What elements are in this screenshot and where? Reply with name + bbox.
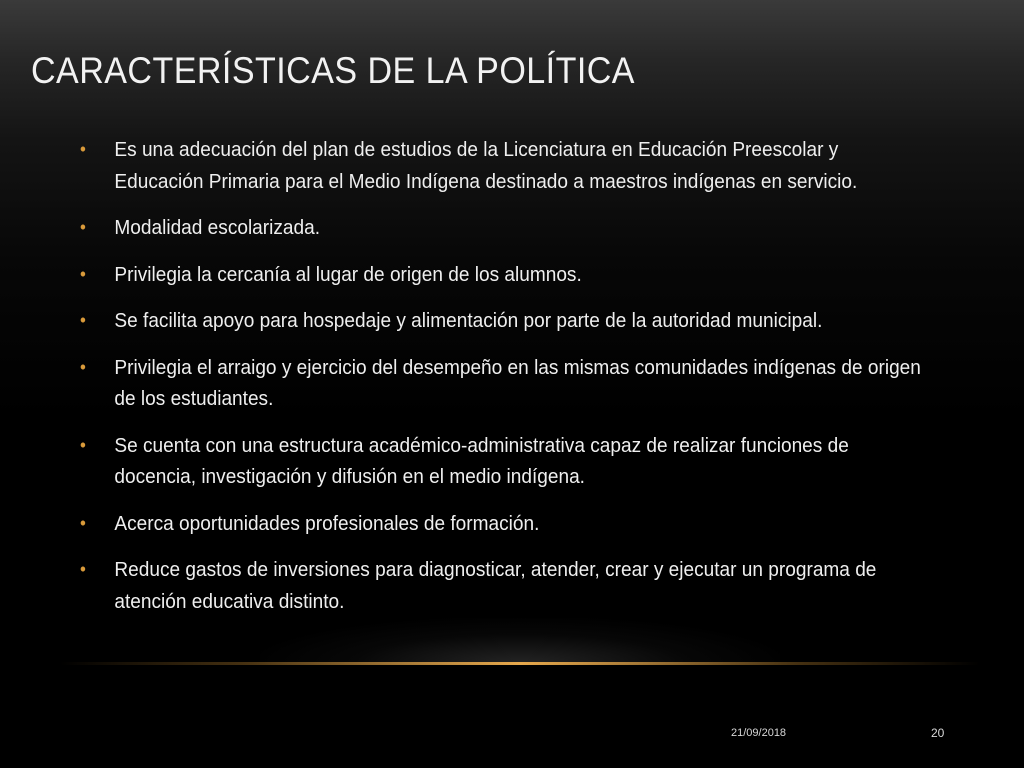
bullet-item	[80, 430, 922, 493]
bullet-list	[80, 134, 985, 632]
bullet-text: Es una adecuación del plan de estudios de la Licenciatura en Educación Preescolar y Educación Primaria para el Medio Indígena destinado a maestros indígenas en servicio.	[114, 138, 858, 193]
footer-divider-glow	[60, 662, 980, 665]
bullet-item	[80, 212, 922, 244]
slide-title: CARACTERÍSTICAS DE LA POLÍTICA	[31, 50, 635, 91]
bullet-text: Acerca oportunidades profesionales de formación.	[114, 511, 540, 535]
bullet-text: Privilegia el arraigo y ejercicio del desempeño en las mismas comunidades indígenas de origen de los estudiantes.	[114, 355, 921, 410]
bullet-dot-icon: •	[80, 263, 86, 284]
slide-number: 20	[931, 726, 945, 740]
bullet-text: Se cuenta con una estructura académico-administrativa capaz de realizar funciones de docencia, investigación y difusión en el medio indígena.	[114, 433, 849, 488]
footer-date: 21/09/2018	[731, 727, 787, 739]
bullet-item	[80, 305, 922, 337]
bullet-dot-icon: •	[80, 559, 86, 579]
bullet-text: Privilegia la cercanía al lugar de origen de los alumnos.	[114, 262, 582, 286]
bullet-dot-icon: •	[80, 139, 86, 159]
bullet-item	[80, 134, 922, 197]
bullet-item	[80, 554, 922, 617]
bullet-text: Se facilita apoyo para hospedaje y alimentación por parte de la autoridad municipal.	[114, 309, 823, 332]
bullet-dot-icon: •	[80, 356, 86, 377]
footer-glow-haze	[260, 618, 780, 664]
bullet-dot-icon: •	[80, 310, 86, 330]
bullet-item	[80, 352, 922, 415]
bullet-text: Reduce gastos de inversiones para diagnosticar, atender, crear y ejecutar un programa de atención educativa distinto.	[114, 558, 877, 613]
bullet-dot-icon: •	[80, 434, 86, 455]
bullet-dot-icon: •	[80, 217, 86, 237]
bullet-dot-icon: •	[80, 512, 86, 533]
bullet-item	[80, 259, 922, 291]
bullet-item	[80, 508, 922, 540]
bullet-text: Modalidad escolarizada.	[114, 216, 321, 239]
